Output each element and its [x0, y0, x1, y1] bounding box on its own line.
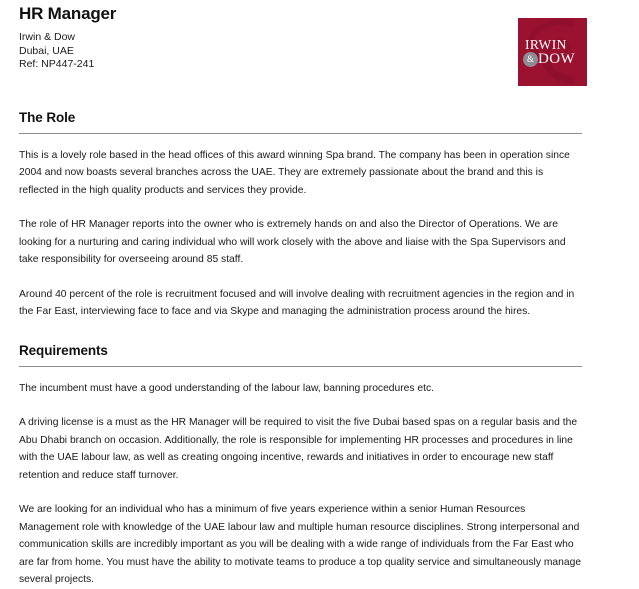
section-heading-requirements: Requirements — [19, 342, 108, 358]
section-requirements — [0, 342, 639, 589]
document-header — [0, 0, 639, 72]
company-name: Irwin & Dow — [19, 31, 76, 43]
page-title: HR Manager — [19, 4, 117, 23]
irwin-and-dow-logo — [518, 18, 587, 86]
paragraph: The role of HR Manager reports into the owner who is extremely hands on and also the Director of Operations. We are looking for a nurturing and caring individual who will work closely with the above and liaise with the Spa Supervisors and take responsibility for overseeing around 85 staff. — [19, 219, 566, 265]
paragraph: A driving license is a must as the HR Manager will be required to visit the five Dubai based spas on a regular basis and the Abu Dhabi branch on occasion. Additionally, the role is responsible for implementing HR processes and procedures in line with the UAE labour law, as well as creating ongoing incentive, rewards and initiatives in order to encourage new staff retention and reduce staff turnover. — [19, 417, 578, 481]
section-divider-the-role — [19, 133, 582, 134]
section-divider-requirements — [19, 366, 582, 367]
logo-text-irwin: IRWIN — [525, 37, 567, 52]
section-heading-the-role: The Role — [19, 109, 76, 125]
logo-wordmark — [518, 18, 587, 86]
job-reference: Ref: NP447-241 — [19, 58, 95, 70]
paragraph: We are looking for an individual who has a minimum of five years experience within a senior Human Resources Management role with knowledge of the UAE labour law and multiple human resource disciplines. Strong interpersonal and communication skills are incredibly important as you will be dealing with a wide range of individuals from the Far East who are far from home. You must have the ability to motivate teams to produce a top quality service and simultaneously manage several projects. — [19, 504, 582, 585]
paragraph: Around 40 percent of the role is recruitment focused and will involve dealing with recruitment agencies in the region and in the Far East, interviewing face to face and via Skype and managing the administration process around the hires. — [19, 288, 575, 317]
section-the-role — [0, 109, 639, 321]
logo-text-dow: DOW — [538, 51, 576, 67]
company-location: Dubai, UAE — [19, 44, 74, 57]
logo-ampersand-badge: & — [523, 52, 538, 67]
paragraph: This is a lovely role based in the head offices of this award winning Spa brand. The company has been in operation since 2004 and now boasts several branches across the UAE. They are extremely passionate about the brand and this is reflected in the high quality products and services they provide. — [19, 149, 570, 196]
paragraph: The incumbent must have a good understanding of the labour law, banning procedures etc. — [19, 382, 435, 394]
